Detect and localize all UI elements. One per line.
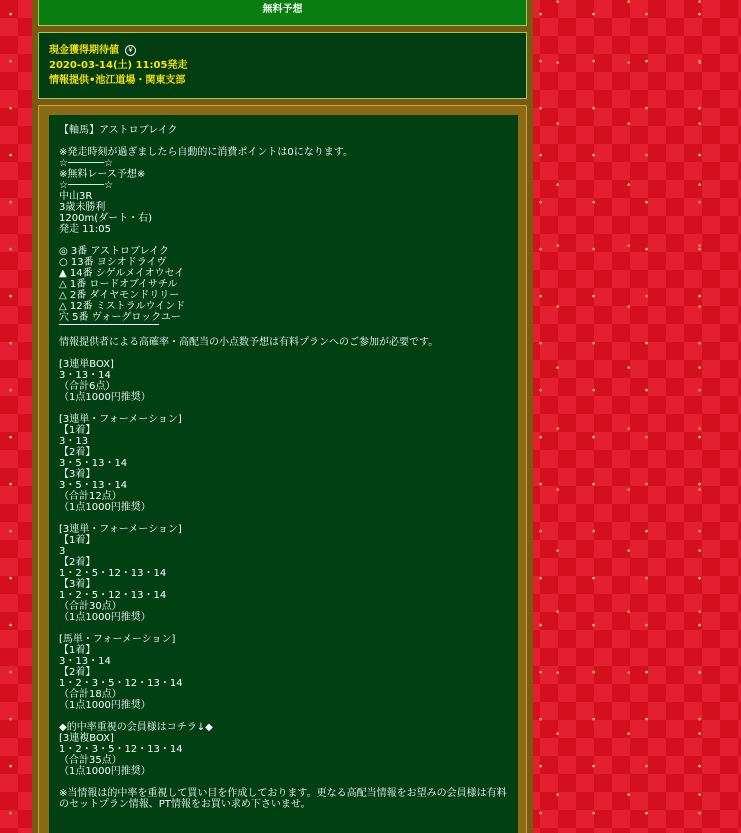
race-distance: 1200m(ダート・右) <box>59 213 152 224</box>
bet-total: （合計12点） <box>59 491 122 502</box>
race-class: 3歳未勝利 <box>59 202 106 213</box>
bet-place-label: 【3着】 <box>59 469 96 480</box>
spacer <box>59 235 508 246</box>
spacer <box>59 711 508 722</box>
bet-total: （合計35点） <box>59 755 122 766</box>
decoration-line: ☆──────☆ <box>59 158 114 169</box>
race-name: 中山3R <box>59 191 93 202</box>
expected-value-row <box>49 43 526 58</box>
bet-numbers: 3・13・14 <box>59 656 111 667</box>
bet-place-label: 【2着】 <box>59 447 96 458</box>
bet-numbers: 3・13 <box>59 436 89 447</box>
bet-recommendation: （1点1000円推奨） <box>59 612 151 623</box>
yen-circle-icon[interactable]: ¥ <box>125 45 136 56</box>
consumption-notice: ※発走時刻が過ぎましたら自動的に消費ポイントは0になります。 <box>59 147 353 158</box>
bet-numbers: 1・2・3・5・12・13・14 <box>59 744 183 755</box>
spacer <box>59 348 508 359</box>
race-datetime: 2020-03-14(土) 11:05発走 <box>49 60 188 71</box>
bet-title: [3連単BOX] <box>59 359 114 370</box>
bet-numbers: 1・2・5・12・13・14 <box>59 568 167 579</box>
bet-title: [馬単・フォーメーション] <box>59 634 176 645</box>
member-notice: ◆的中率重視の会員様はコチラ↓◆ <box>59 722 213 733</box>
bet-total: （合計18点） <box>59 689 122 700</box>
bet-numbers: 3・5・13・14 <box>59 458 128 469</box>
footer-note: ※当情報は的中率を重視して買い目を作成しております。更なる高配当情報をお望みの会員様は有料のセットプラン情報、PT情報をお買い求め下さいませ。 <box>59 788 507 810</box>
pick-item: 穴 5番 ヴォーグロックユー <box>59 312 181 323</box>
bet-place-label: 【1着】 <box>59 425 96 436</box>
pick-item: △ 12番 ミストラルウインド <box>59 301 186 312</box>
pick-item: △ 1番 ロードオブイサチル <box>59 279 178 290</box>
bet-numbers: 3・5・13・14 <box>59 480 128 491</box>
bet-title: [3連単・フォーメーション] <box>59 524 182 535</box>
bet-numbers: 3・13・14 <box>59 370 111 381</box>
bet-place-label: 【1着】 <box>59 535 96 546</box>
spacer <box>59 326 508 337</box>
bet-recommendation: （1点1000円推奨） <box>59 392 151 403</box>
bet-title: [3連複BOX] <box>59 733 114 744</box>
spacer <box>59 623 508 634</box>
bet-recommendation: （1点1000円推奨） <box>59 766 151 777</box>
bet-place-label: 【2着】 <box>59 667 96 678</box>
spacer <box>59 403 508 414</box>
expected-value-label: 現金獲得期待値 <box>49 45 119 56</box>
bet-recommendation: （1点1000円推奨） <box>59 700 151 711</box>
bet-numbers: 1・2・5・12・13・14 <box>59 590 167 601</box>
spacer <box>59 513 508 524</box>
prediction-panel <box>38 105 527 833</box>
bet-numbers: 1・2・3・5・12・13・14 <box>59 678 183 689</box>
pick-item: ▲ 14番 シゲルメイオウセイ <box>59 268 185 279</box>
race-provider: 情報提供•池江道場・関東支部 <box>49 75 186 86</box>
bet-place-label: 【3着】 <box>59 579 96 590</box>
race-start: 発走 11:05 <box>59 224 111 235</box>
bet-title: [3連単・フォーメーション] <box>59 414 182 425</box>
prediction-content <box>49 115 518 833</box>
bet-place-label: 【2着】 <box>59 557 96 568</box>
bet-numbers: 3 <box>59 546 66 557</box>
decoration-line: ☆──────☆ <box>59 180 114 191</box>
pick-item: △ 2番 ダイヤモンドリリー <box>59 290 180 301</box>
bet-total: （合計6点） <box>59 381 116 392</box>
main-horse-heading: 【軸馬】アストロブレイク <box>59 125 178 136</box>
paid-plan-notice: 情報提供者による高確率・高配当の小点数予想は有料プランへのご参加が必要です。 <box>59 337 439 348</box>
pick-item: ○ 13番 ヨシオドライヴ <box>59 257 167 268</box>
spacer <box>59 777 508 788</box>
page-title: 無料予想 <box>38 0 527 26</box>
race-info-box <box>38 32 527 99</box>
bet-recommendation: （1点1000円推奨） <box>59 502 151 513</box>
pick-item: ◎ 3番 アストロブレイク <box>59 246 169 257</box>
divider <box>59 324 159 325</box>
free-prediction-label: ※無料レース予想※ <box>59 169 146 180</box>
bet-total: （合計30点） <box>59 601 122 612</box>
bet-place-label: 【1着】 <box>59 645 96 656</box>
